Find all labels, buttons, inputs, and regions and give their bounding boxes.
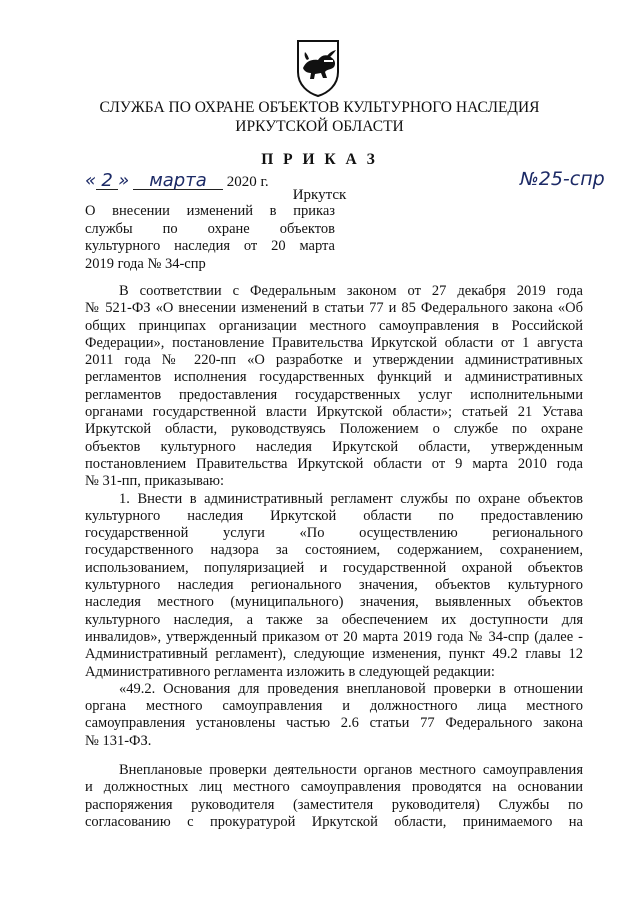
- subject-line: службы по охране объектов: [85, 220, 335, 237]
- text-line: самоуправления установлены частью 2.6 статьи 77 Федерального закона: [85, 715, 583, 732]
- subject-line: 2019 года № 34-спр: [85, 255, 206, 272]
- city-name: Иркутск: [292, 187, 347, 203]
- text-line: культурного наследия Иркутской области по предоставлению: [85, 507, 583, 524]
- text-line: Административного регламента изложить в следующей редакции:: [85, 663, 495, 680]
- organization-name: [60, 98, 579, 136]
- text-line: Внеплановые проверки деятельности органов местного самоуправления: [119, 762, 583, 779]
- order-body: [85, 283, 583, 831]
- text-line: 2011 года № 220-пп «О разработке и утверждении административных: [85, 352, 583, 369]
- text-line: распоряжения руководителя (заместителя руководителя) Службы по: [85, 796, 583, 813]
- subject-line: О внесении изменений в приказ: [85, 203, 335, 219]
- text-line: государственного надзора за состоянием, содержанием, сохранением,: [85, 542, 583, 559]
- text-line: объектов культурного наследия Иркутской области, утвержденным: [85, 438, 583, 455]
- text-line: культурного наследия, а также за обеспечением их доступности для: [85, 611, 583, 628]
- text-line: регламентов предоставления государственных услуг исполнительными: [85, 386, 583, 403]
- date-month: марта: [133, 173, 223, 190]
- text-line: использованием, популяризацией и государственной охраной объектов: [85, 559, 583, 576]
- date-open-quote: «: [85, 170, 97, 191]
- text-line: и должностных лиц местного самоуправления проводятся на основании: [85, 779, 583, 796]
- subject-line: культурного наследия от 20 марта: [85, 238, 335, 254]
- text-line: Иркутской области, руководствуясь Положением о службе по охране: [85, 421, 583, 438]
- text-line: Федерации», постановление Правительства Иркутской области от 1 августа: [85, 334, 583, 351]
- paragraph-gap: [85, 750, 583, 762]
- text-line: органами государственной власти Иркутской области»; статьей 21 Устава: [85, 404, 583, 421]
- date-year: 2020 г.: [226, 174, 269, 190]
- text-line: № 31-пп, приказываю:: [85, 473, 225, 490]
- text-line: государственной услуги «По осуществлению регионального: [85, 525, 583, 542]
- date-day: 2: [96, 173, 118, 190]
- text-line: постановлением Правительства Иркутской области от 9 марта 2010 года: [85, 455, 583, 472]
- paragraph-unscheduled-inspections: [85, 762, 583, 831]
- text-line: регламентов исполнения государственных функций и административных: [85, 369, 583, 386]
- text-line: наследия местного (муниципального) значения, выявленных объектов: [85, 594, 583, 611]
- document-type-title: П Р И К А З: [261, 151, 378, 168]
- paragraph-item-1: [85, 491, 583, 681]
- coat-of-arms-icon: [294, 38, 342, 98]
- order-number-prefix: №: [520, 169, 539, 190]
- organization-line-1: СЛУЖБА ПО ОХРАНЕ ОБЪЕКТОВ КУЛЬТУРНОГО НАСЛЕДИЯ: [99, 99, 540, 116]
- text-line: № 521-ФЗ «О внесении изменений в статьи 77 и 85 Федерального закона «Об: [85, 300, 583, 317]
- text-line: общих принципах организации местного самоуправления в Российской: [85, 317, 583, 334]
- text-line: № 131-ФЗ.: [85, 732, 152, 749]
- text-line: 1. Внести в административный регламент службы по охране объектов: [119, 490, 583, 507]
- paragraph-clause-49-2: [85, 681, 583, 750]
- text-line: культурного наследия регионального значения, объектов культурного: [85, 577, 583, 594]
- paragraph-preamble: [85, 283, 583, 491]
- order-number-value: 25-спр: [538, 168, 605, 190]
- text-line: согласованию с прокуратурой Иркутской области, принимаемого на: [85, 813, 583, 830]
- text-line: органа местного самоуправления и должностного лица местного: [85, 698, 583, 715]
- text-line: В соответствии с Федеральным законом от 27 декабря 2019 года: [119, 283, 583, 299]
- date-close-quote: »: [118, 170, 130, 191]
- organization-line-2: ИРКУТСКОЙ ОБЛАСТИ: [235, 118, 404, 135]
- text-line: Административный регламент), следующие изменения, пункт 49.2 главы 12: [85, 646, 583, 663]
- text-line: инвалидов», утвержденный приказом от 20 марта 2019 года № 34-спр (далее -: [85, 628, 583, 645]
- order-subject: [85, 203, 335, 273]
- text-line: «49.2. Основания для проведения внеплановой проверки в отношении: [119, 680, 583, 697]
